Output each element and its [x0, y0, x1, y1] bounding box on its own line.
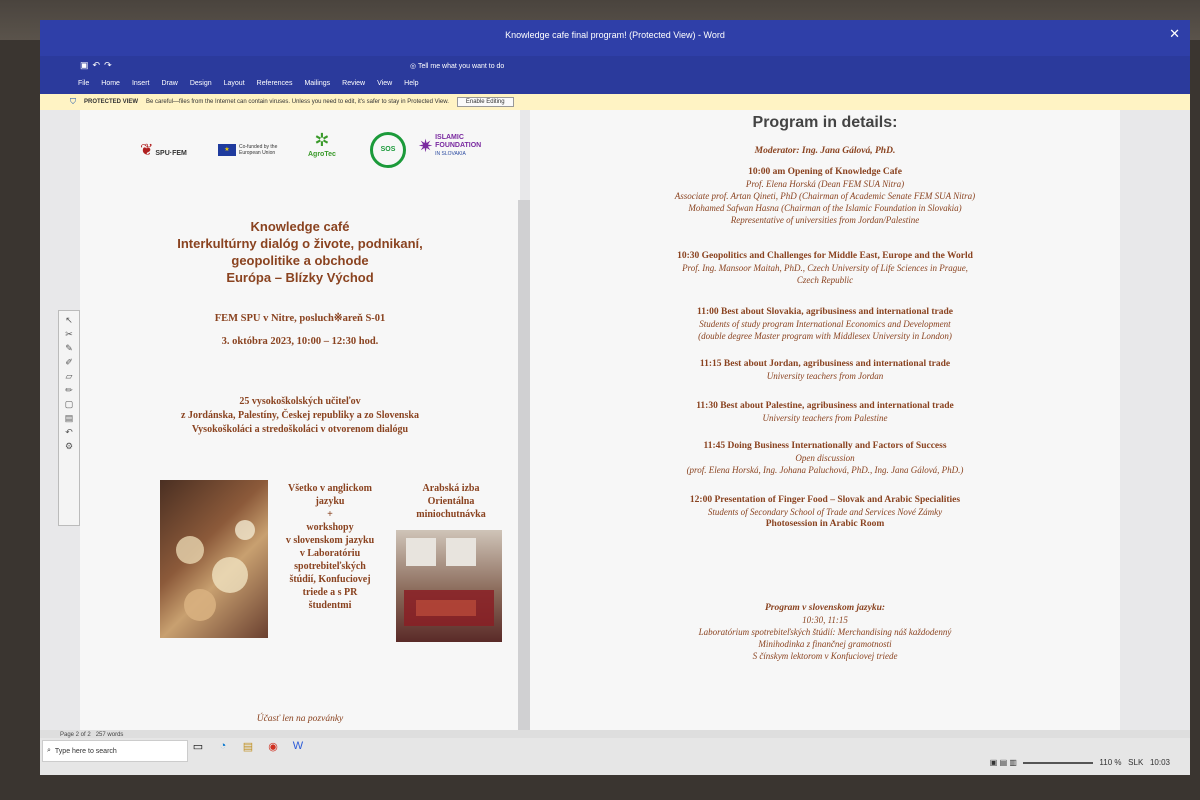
spu-logo-text: SPU·FEM — [155, 150, 187, 157]
logo-strip — [140, 130, 520, 180]
save-icon[interactable]: ▣ — [80, 60, 93, 70]
session-4-title: 11:15 Best about Jordan, agribusiness and international trade — [699, 359, 951, 369]
session-3-title: 11:00 Best about Slovakia, agribusiness and international trade — [696, 307, 953, 317]
tab-help[interactable]: Help — [404, 80, 419, 87]
islamic-foundation-logo — [418, 134, 481, 158]
page-indicator: Page 2 of 2 — [60, 732, 91, 738]
date-text: 3. októbra 2023, 10:00 – 12:30 hod. — [221, 336, 379, 347]
eraser-icon[interactable]: ▱ — [65, 371, 73, 381]
session-2-title: 10:30 Geopolitics and Challenges for Middle East, Europe and the World — [677, 251, 973, 261]
teachers-line-2: z Jordánska, Palestíny, Českej republiky a zo Slovenska — [181, 410, 419, 421]
slovak-program-line-2: Laboratórium spotrebiteľských štúdií: Merchandising náš každodenný — [698, 627, 952, 637]
pointer-icon[interactable]: ↖ — [65, 315, 73, 325]
session-opening — [530, 166, 1120, 226]
tell-me-label: Tell me what you want to do — [417, 63, 505, 70]
session-6-line-1: Open discussion — [795, 453, 855, 463]
lang-line-2: jazyku — [315, 496, 345, 507]
session-jordan — [530, 358, 1120, 382]
moderator-text: Moderator: Ing. Jana Gálová, PhD. — [754, 146, 896, 156]
program-heading-text: Program in details: — [752, 114, 898, 131]
lang-indicator[interactable]: SLK — [1128, 758, 1144, 767]
arabic-line-3: miniochutnávka — [416, 509, 486, 520]
projected-screen — [40, 20, 1190, 775]
invite-note — [80, 708, 520, 726]
document-area[interactable] — [40, 110, 1190, 730]
sprout-icon: ✲ — [314, 130, 330, 150]
edge-icon[interactable]: ◔ — [219, 740, 227, 752]
title-line-3: geopolitike a obchode — [231, 253, 369, 268]
search-placeholder: Type here to search — [54, 747, 117, 755]
eu-flag-icon: ★ — [218, 144, 236, 156]
lang-line-6: v Laboratóriu — [299, 548, 361, 559]
undo-icon[interactable]: ↶ — [92, 60, 105, 70]
session-2-line-2: Czech Republic — [796, 275, 854, 285]
tab-home[interactable]: Home — [101, 80, 120, 87]
enable-editing-button[interactable]: Enable Editing — [457, 97, 514, 107]
arabic-line-1: Arabská izba — [422, 483, 480, 494]
session-1-line-1: Prof. Elena Horská (Dean FEM SUA Nitra) — [745, 179, 905, 189]
tab-layout[interactable]: Layout — [223, 80, 245, 87]
undo-pen-icon[interactable]: ↶ — [65, 427, 73, 437]
session-slovakia — [530, 306, 1120, 342]
agrotec-logo — [308, 130, 336, 158]
tell-me-search[interactable] — [410, 62, 504, 70]
lang-line-7: spotrebiteľských — [294, 561, 366, 572]
spu-fem-logo — [140, 140, 187, 160]
session-3-line-1: Students of study program International Economics and Development — [699, 319, 951, 329]
lang-line-4: workshopy — [306, 522, 354, 533]
event-title — [80, 218, 520, 286]
islamic-text-2: FOUNDATION — [435, 142, 482, 149]
session-7-photosession: Photosession in Arabic Room — [765, 519, 885, 529]
session-7-title: 12:00 Presentation of Finger Food – Slovak and Arabic Specialities — [689, 495, 961, 505]
lang-line-9: triede a s PR — [302, 587, 358, 598]
clock[interactable]: 10:03 — [1149, 758, 1170, 767]
window-title: Knowledge cafe final program! (Protected View) - Word — [505, 30, 725, 40]
page-left — [80, 110, 520, 730]
redo-icon[interactable]: ↷ — [104, 60, 116, 70]
slovak-program-line-4: S čínskym lektorom v Konfuciovej triede — [752, 651, 898, 661]
title-line-1: Knowledge café — [250, 219, 350, 234]
view-print-icon[interactable]: ▤ — [999, 758, 1008, 767]
lightbulb-icon: ◎ — [410, 63, 417, 70]
lang-line-1: Všetko v anglickom — [288, 483, 372, 494]
leaf-icon: ❦ — [140, 142, 154, 159]
tab-references[interactable]: References — [256, 80, 293, 87]
shield-icon: ⛉ — [70, 97, 76, 106]
agrotec-text: AgroTec — [308, 151, 336, 158]
lang-line-8: štúdií, Konfuciovej — [289, 574, 371, 585]
taskbar — [40, 738, 1190, 775]
session-palestine — [530, 400, 1120, 424]
arabic-room-art — [396, 530, 502, 642]
settings-icon[interactable]: ⚙ — [64, 441, 74, 451]
session-5-title: 11:30 Best about Palestine, agribusiness and international trade — [696, 401, 954, 411]
protected-view-message: Be careful—files from the Internet can contain viruses. Unless you need to edit, it's safer to stay in Protected View. — [146, 99, 449, 105]
quick-access-toolbar[interactable] — [80, 60, 116, 71]
islamic-text-1: ISLAMIC — [435, 134, 464, 141]
session-geopolitics — [530, 250, 1120, 286]
session-3-line-2: (double degree Master program with Middlesex University in London) — [698, 331, 952, 341]
text-icon[interactable]: ▤ — [64, 413, 74, 423]
slovak-program-title: Program v slovenskom jazyku: — [764, 603, 886, 613]
arabic-room-photo — [396, 530, 502, 642]
sos-logo — [370, 132, 406, 168]
zoom-slider[interactable] — [1023, 762, 1093, 764]
pen-toolbar — [58, 310, 80, 526]
session-4-line-1: University teachers from Jordan — [766, 371, 884, 381]
session-1-line-3: Mohamed Safwan Hasna (Chairman of the Islamic Foundation in Slovakia) — [688, 203, 962, 213]
chrome-icon[interactable]: ◉ — [268, 741, 278, 753]
tab-insert[interactable]: Insert — [131, 80, 150, 87]
close-icon[interactable]: ✕ — [1169, 26, 1180, 41]
session-1-line-2: Associate prof. Artan Qineti, PhD (Chairman of Academic Senate FEM SUA Nitra) — [674, 191, 976, 201]
ribbon-tabs — [78, 80, 419, 87]
title-line-4: Európa – Blízky Východ — [226, 270, 374, 285]
food-photo-art — [160, 480, 268, 638]
session-business — [530, 440, 1120, 476]
slovak-program-line-1: 10:30, 11:15 — [802, 615, 848, 625]
teachers-line-1: 25 vysokoškolských učiteľov — [239, 396, 361, 407]
taskbar-search[interactable] — [42, 740, 188, 762]
invite-text: Účasť len na pozvánky — [256, 714, 344, 724]
session-1-title: 10:00 am Opening of Knowledge Cafe — [748, 167, 902, 177]
title-line-2: Interkultúrny dialóg o živote, podnikaní, — [177, 236, 423, 251]
tab-file[interactable]: File — [78, 80, 90, 87]
session-6-title: 11:45 Doing Business Internationally and Factors of Success — [703, 441, 947, 451]
session-2-line-1: Prof. Ing. Mansoor Maitah, PhD., Czech University of Life Sciences in Prague, — [682, 263, 968, 273]
ribbon — [40, 56, 1190, 94]
task-view-icon[interactable]: ▭ — [192, 741, 204, 753]
slovak-program — [530, 602, 1120, 662]
pen-icon[interactable]: ✎ — [65, 343, 73, 353]
eu-logo — [218, 144, 285, 156]
teachers-line-3: Vysokoškoláci a stredoškoláci v otvorenom dialógu — [191, 424, 409, 435]
program-heading — [530, 114, 1120, 132]
language-info — [270, 482, 390, 612]
word-icon[interactable]: W — [292, 740, 304, 752]
tab-mailings[interactable]: Mailings — [304, 80, 331, 87]
participants — [80, 395, 520, 437]
star-icon: ✷ — [418, 135, 434, 156]
file-explorer-icon[interactable]: ▤ — [242, 741, 254, 753]
sos-text: SOS — [370, 132, 406, 168]
protected-view-label: PROTECTED VIEW — [84, 99, 139, 105]
words-indicator: 257 words — [95, 732, 124, 738]
moderator — [530, 140, 1120, 158]
lang-line-10: študentmi — [308, 600, 352, 611]
lang-line-5: v slovenskom jazyku — [285, 535, 375, 546]
session-1-line-4: Representative of universities from Jordan/Palestine — [730, 215, 920, 225]
page-right — [530, 110, 1120, 730]
highlighter-icon[interactable]: ✐ — [65, 357, 73, 367]
session-5-line-1: University teachers from Palestine — [762, 413, 888, 423]
event-venue — [80, 310, 520, 350]
food-photo — [160, 480, 268, 638]
shapes-icon[interactable]: ▢ — [64, 399, 74, 409]
tab-design[interactable]: Design — [189, 80, 212, 87]
islamic-text-3: IN SLOVAKIA — [435, 151, 466, 157]
search-icon: ⌕ — [47, 747, 51, 754]
session-6-line-2: (prof. Elena Horská, Ing. Johana Paluchová, PhD., Ing. Jana Gálová, PhD.) — [686, 465, 964, 475]
lasso-icon[interactable]: ✂ — [65, 329, 73, 339]
slovak-program-line-3: Minihodinka z finančnej gramotnosti — [758, 639, 892, 649]
protected-view-bar — [40, 94, 1190, 110]
marker-icon[interactable]: ✏ — [65, 385, 73, 395]
venue-text: FEM SPU v Nitre, posluch※areň S-01 — [214, 313, 386, 324]
title-bar — [40, 20, 1190, 56]
session-finger-food — [530, 494, 1120, 530]
zoom-level[interactable]: 110 % — [1099, 758, 1122, 767]
tab-review[interactable]: Review — [342, 80, 366, 87]
tab-view[interactable]: View — [377, 80, 393, 87]
lang-line-3: + — [327, 509, 333, 520]
eu-logo-text: Co-funded by the European Union — [239, 144, 278, 156]
tray — [990, 758, 1170, 767]
arabic-room-info — [395, 482, 507, 521]
session-7-line-1: Students of Secondary School of Trade and Services Nové Zámky — [707, 507, 943, 517]
arabic-line-2: Orientálna — [427, 496, 475, 507]
view-read-icon[interactable]: ▣ — [989, 758, 998, 767]
tab-draw[interactable]: Draw — [161, 80, 178, 87]
view-web-icon[interactable]: ▥ — [1009, 758, 1017, 767]
